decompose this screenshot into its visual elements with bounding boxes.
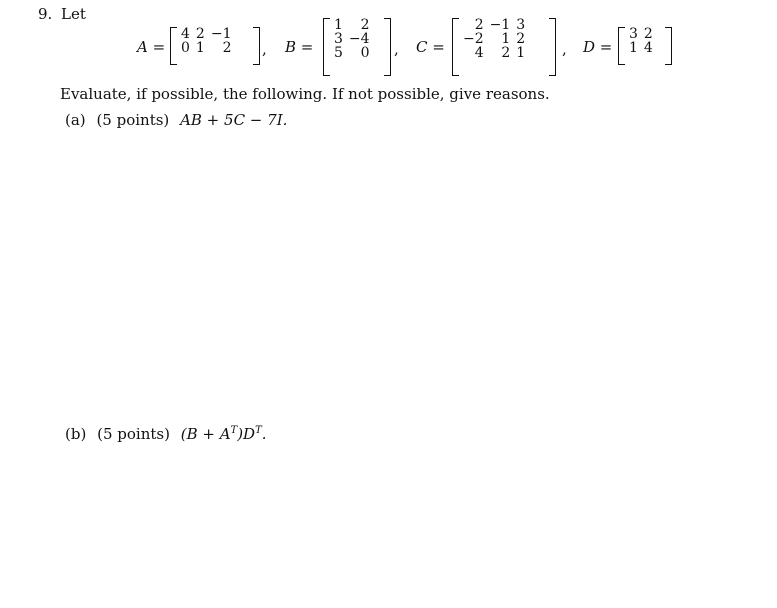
matrix-b [323, 18, 391, 76]
matrix-d [618, 27, 672, 65]
matrix-c-cell: 2 [516, 31, 526, 47]
matrix-a [170, 27, 260, 65]
part-a-tag: (a) [65, 111, 86, 129]
part-b [65, 425, 267, 443]
matrix-c-cell: 2 [501, 45, 511, 61]
matrix-c-cell: 1 [501, 31, 511, 47]
part-a-points: (5 points) [96, 111, 170, 129]
matrix-a-cell: 0 [181, 40, 190, 56]
matrix-a-cell: 2 [195, 26, 205, 42]
matrix-b-cell: −4 [348, 31, 370, 47]
matrix-d-cell: 3 [629, 26, 638, 42]
matrix-b-cell: 0 [360, 45, 370, 61]
part-b-expr-start: (B + A [180, 425, 231, 443]
part-a [65, 111, 287, 129]
part-b-tag: (b) [65, 425, 87, 443]
matrix-a-cell: 1 [195, 40, 205, 56]
matrix-c-cell: 4 [474, 45, 484, 61]
matrix-c-cell: 2 [474, 17, 484, 33]
matrix-a-label: A = [137, 38, 166, 56]
matrix-d-cell: 2 [643, 26, 653, 42]
matrix-c-cell: 3 [516, 17, 526, 33]
part-b-expr-mid: )D [237, 425, 256, 443]
matrix-c-label: C = [416, 38, 445, 56]
part-a-expression: AB + 5C − 7I. [180, 111, 288, 129]
matrix-b-separator: , [394, 40, 399, 58]
part-b-sup1: T [230, 425, 238, 436]
part-b-expression [181, 425, 267, 443]
matrix-b-label: B = [285, 38, 314, 56]
instruction-text: Evaluate, if possible, the following. If not possible, give reasons. [60, 85, 550, 103]
problem-intro: Let [61, 5, 86, 23]
matrix-b-cell: 5 [334, 45, 343, 61]
matrix-c-cell: −2 [463, 31, 484, 47]
matrix-d-cell: 4 [643, 40, 653, 56]
matrix-c-separator: , [562, 40, 567, 58]
matrix-a-separator: , [262, 40, 267, 58]
matrix-d-label: D = [583, 38, 613, 56]
part-b-points: (5 points) [97, 425, 170, 443]
matrix-a-cell: −1 [210, 26, 232, 42]
matrix-b-cell: 1 [334, 17, 343, 33]
matrix-b-cell: 3 [334, 31, 343, 47]
matrix-b-cell: 2 [360, 17, 370, 33]
part-b-sup2: T [255, 425, 262, 436]
matrix-a-cell: 2 [222, 40, 232, 56]
part-b-expr-end: . [261, 425, 267, 443]
matrix-a-cell: 4 [181, 26, 190, 42]
matrix-c-cell: −1 [489, 17, 511, 33]
matrix-c-cell: 1 [516, 45, 526, 61]
matrix-d-cell: 1 [629, 40, 638, 56]
problem-number: 9. [38, 5, 53, 23]
matrix-c [452, 18, 556, 76]
